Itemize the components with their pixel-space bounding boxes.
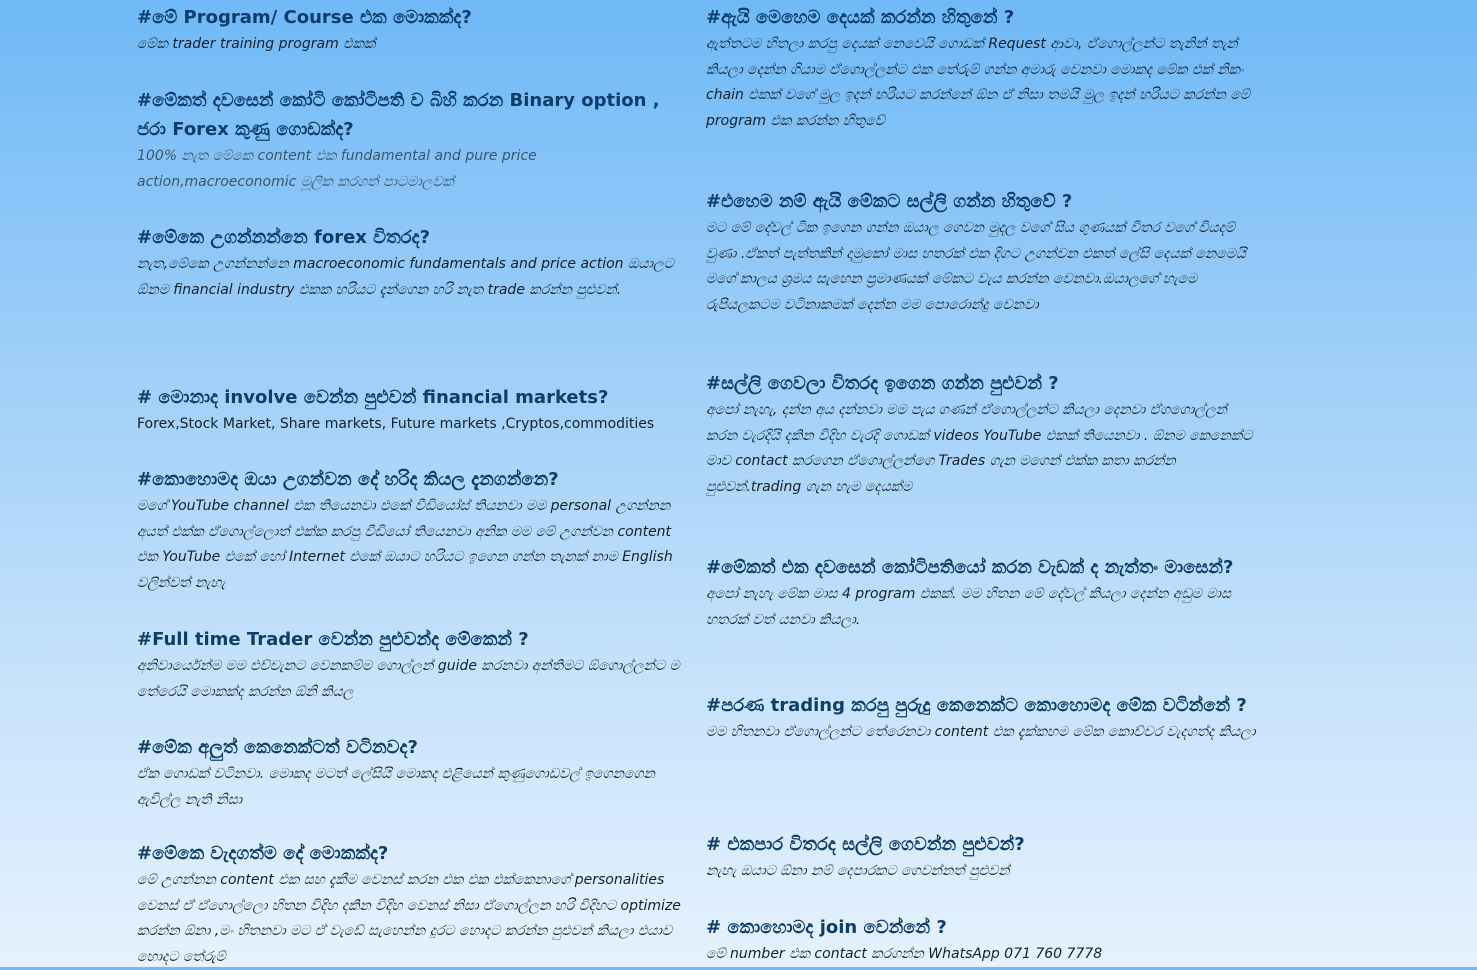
faq-item <box>706 830 1262 885</box>
faq-answer: මේ number එක contact කරගන්න WhatsApp 071 760 7778 <box>706 946 1103 962</box>
faq-item <box>137 733 689 813</box>
faq-item <box>706 3 1262 134</box>
faq-question: #Full time Trader වෙන්න පුළුවන්ද මේකෙන් ? <box>137 629 529 650</box>
faq-answer: අනිවාර්යෙන්ම මම එච්චැනට වෙනකම්ම ගොල්ලන් guide කරනවා අන්තිමට ඕගොල්ලන්ට ම තේරෙයි මොකක්ද කරන්න ඕනි කියල <box>137 658 680 700</box>
faq-item <box>137 839 689 970</box>
faq-answer: අපෝ නැහැ, දන්න අය දන්නවා මම පැය ගණන් ඒගොල්ලන්ට කියලා දෙනවා ඒගගොල්ලන් කරන වැරදියි දකින විදිහ වැරදි ගොඩක් videos YouTube එකක් තියෙනවා . ඕනම කෙනෙක්ට මාව contact කරගෙන ඒගොල්ලන්ගෙ Trades ගැන මගෙන් එක්ක කතා කරන්න පුළුවන්.trading ගැන හැම දෙයක්ම <box>706 402 1253 495</box>
faq-question: #පරණ trading කරපු පුරුදු කෙනෙක්ට කොහොමද මේක වටින්නේ ? <box>706 695 1247 716</box>
faq-item <box>706 913 1262 968</box>
faq-answer: මගේ YouTube channel එක තියෙනවා එකේ වීඩියෝස් තියනවා මම personal උගන්නන අයත් එක්ක ඒගොල්ලොත් එක්ක කරපු වීඩියෝ තියෙනවා අනික මම මේ උගන්වන content එක YouTube එකේ හෝ Internet එකේ ඔයාට හරියට ඉගෙන ගන්න තැනක් නාම English වලින්වත් නැහැ <box>137 498 673 591</box>
faq-question: # මොනාද involve වෙන්න පුළුවන් financial markets? <box>137 387 609 408</box>
faq-item <box>706 369 1262 500</box>
faq-answer: ඒක ගොඩක් වටිනවා. මොකද මටත් ලේසියි මොකද එළියෙන් කුණුගොඩවල් ඉගෙනගෙන ඇවිල්ල නැති නිසා <box>137 766 655 808</box>
faq-answer: 100% නැත මේකෙ content එක fundamental and pure price action,macroeconomic මූලික කරගත් පාටමාලවක් <box>137 148 537 190</box>
faq-question: #මේකත් එක දවසෙන් කෝටිපතියෝ කරන වැඩක් ද නැත්තං මාසෙන්? <box>706 557 1234 578</box>
faq-question: # කොහොමද join වෙන්නේ ? <box>706 917 947 938</box>
faq-question: #සල්ලි ගෙවලා විතරද ඉගෙන ගන්න පුළුවන් ? <box>706 373 1059 394</box>
faq-answer: මේ උගන්නන content එක සහ දැකීම වෙනස් කරන එක එක එක්කෙනාගේ personalities වෙනස් ඒ ඒගොල්ලො හිතන විදිහ දකින විදිහ වෙනස් නිසා ඒගොල්ලන හරි විදිහට optimize කරන්න ඕනා ,මං හිතනවා මට ඒ වැඩේ සැහෙන්න දුරට හොදට කරන්න පුළුවන් කියලා එයාව හොදට තේරුම් <box>137 872 681 965</box>
faq-answer: නැත,මේකෙ උගන්නන්නෙ macroeconomic fundamentals and price action ඔයාලට ඕනම financial industry එකක හරියට දැන්ගෙන හරි නැත trade කරන්න පුළුවන්. <box>137 256 674 298</box>
faq-question: #මේකත් දවසෙන් කෝටි කෝටිපති ව බිහි කරන Binary option , ජරා Forex කුණු ගොඩක්ද? <box>137 90 660 140</box>
faq-question: #මේක අලුත් කෙනෙක්ටත් වටිනවද? <box>137 737 418 758</box>
faq-answer: නැහැ ඔයාට ඕනා නම් දෙපාරකට ගෙවන්නත් පුළුවන් <box>706 863 1010 879</box>
faq-item <box>137 465 689 596</box>
faq-answer: මට මේ දේවල් ටික ඉගෙන ගන්න ඔයාල ගෙවන මුදල වගේ සිය ගුණයක් විතර වගේ වියදම් වුණා .ඒකත් පැත්තකින් දාමුකෝ මාස හතරක් එක දිගට උගන්වන එකත් ලේසි දෙයක් නෙමෙයි මගේ කාලය ශ්‍රමය සැහෙන ප්‍රමාණයක් මේකට වැය කරන්න වෙනවා.ඔයාලගේ හැමෙ රුපියලකටම වටිනාකමක් දෙන්න මම පොරොන්දු වෙනවා <box>706 220 1246 313</box>
faq-item <box>137 223 689 303</box>
faq-item <box>137 3 689 58</box>
faq-item <box>137 86 689 195</box>
faq-answer: අපෝ නැහැ මේක මාස 4 program එකක්. මම හිතන මේ දේවල් කියලා දෙන්න අඩුම මාස හතරක් වත් යනවා කියලා. <box>706 586 1232 628</box>
faq-item <box>137 383 689 438</box>
faq-question: # එකපාර විතරද සල්ලි ගෙවන්න පුළුවන්? <box>706 834 1025 855</box>
faq-question: #මේකෙ උගන්නන්නෙ forex විතරද? <box>137 227 431 248</box>
faq-item <box>706 691 1262 746</box>
faq-item <box>137 625 689 705</box>
faq-answer: ඇත්තටම හිතලා කරපු දෙයක් නෙවෙයි ගොඩක් Request ආවා, ඒගොල්ලන්ට තැනින් තැන් කියලා දෙන්න ගියාම ඒගොල්ලන්ට එක තේරුම් ගන්න අමාරු වෙනවා මොකද මේක එක් නිකං chain එකක් වගේ මුල ඉදන් හරියට කරන්නේ ඕන ඒ නිසා තමයි මුල ඉදන් හරියට කරන්න මේ program එක කරන්න හිතුවේ <box>706 36 1250 129</box>
faq-question: #කොහොමද ඔයා උගන්වන දේ හරිද කියල දැනගන්නෙ? <box>137 469 559 490</box>
faq-answer: මම හිතනවා ඒගොල්ලන්ට තේරෙනවා content එක දැක්කහම මේක කොච්චර වැදගත්ද කියලා <box>706 724 1256 740</box>
faq-question: #මේකෙ වැදගත්ම දේ මොකක්ද? <box>137 843 389 864</box>
faq-item <box>706 553 1262 633</box>
faq-question: #මේ Program/ Course එක මොකක්ද? <box>137 7 472 28</box>
faq-answer: මේක trader training program එකක් <box>137 36 376 52</box>
faq-question: #ඇයි මෙහෙම දෙයක් කරන්න හිතුනේ ? <box>706 7 1015 28</box>
faq-item <box>706 187 1262 318</box>
faq-answer: Forex,Stock Market, Share markets, Future markets ,Cryptos,commodities <box>137 416 655 432</box>
faq-question: #එහෙම නම් ඇයි මේකට සල්ලි ගන්න හිතුවේ ? <box>706 191 1073 212</box>
